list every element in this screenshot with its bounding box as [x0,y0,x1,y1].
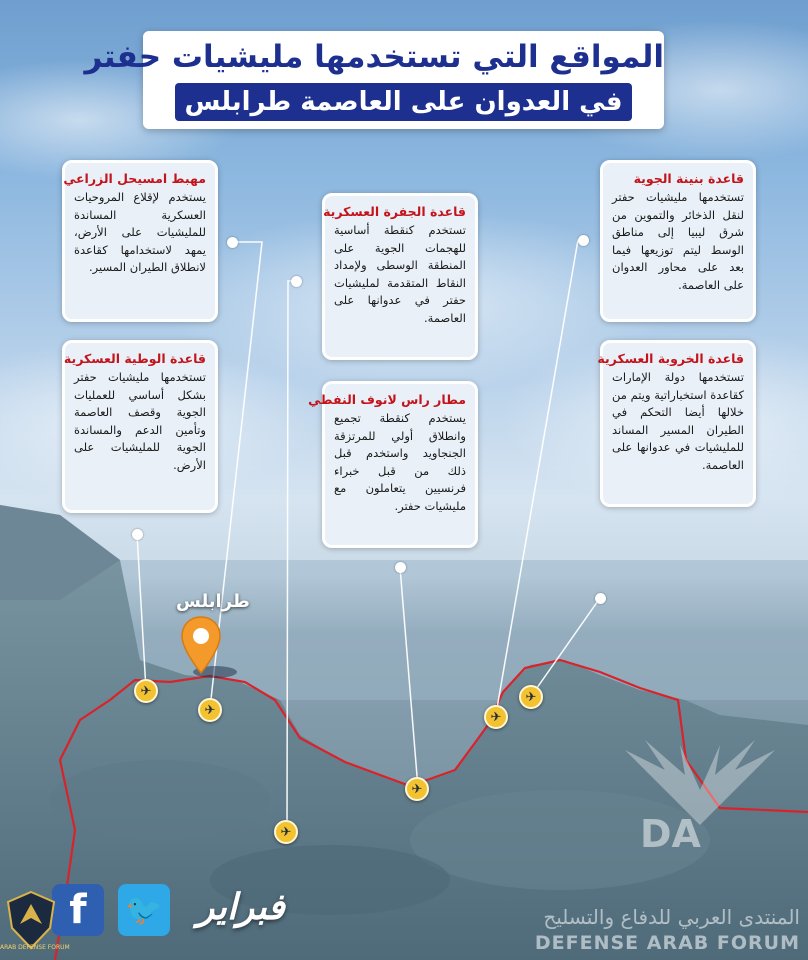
page-title: المواقع التي تستخدمها مليشيات حفتر [84,39,664,75]
airplane-icon: ✈ [484,705,508,729]
watermark-english: DEFENSE ARAB FORUM [534,932,800,954]
airplane-icon: ✈ [198,698,222,722]
card-body: يستخدم كنقطة تجميع وانطلاق أولي للمرتزقة الجنجاويد واستخدم قبل ذلك من قبل خبراء فرنسيين يتعاملون مع مليشيات حفتر. [334,411,466,513]
card-body: تستخدم كنقطة أساسية للهجمات الجوية على المنطقة الوسطى ولإمداد النقاط المتقدمة لمليشيات حفتر في عدوانها على العاصمة. [334,223,466,325]
airplane-icon: ✈ [519,685,543,709]
airplane-icon: ✈ [134,679,158,703]
forum-badge-caption: ARAB DEFENSE FORUM [0,944,70,951]
watermark-mark: DA [640,812,701,856]
page-subtitle: في العدوان على العاصمة طرابلس [184,87,623,117]
card-khadim [597,340,756,507]
card-title: قاعدة الوطية العسكرية [63,351,206,366]
title-box [84,31,664,129]
card-watiya [62,340,218,513]
watermark-arabic: المنتدى العربي للدفاع والتسليح [543,905,800,929]
card-body: تستخدمها مليشيات حفتر بشكل أساسي للعمليات الجوية وقصف العاصمة وتأمين الدعم والمساندة الجوية للمليشيات على الأرض. [74,370,206,472]
card-body: تستخدمها مليشيات حفتر لنقل الذخائر والتموين من شرق ليبيا إلى مناطق الوسط ليتم توزيعها فيما بعد على محاور العدوان على العاصمة. [612,190,744,292]
leader-dot [132,529,143,540]
location-pin-icon [179,615,223,677]
facebook-icon[interactable]: f [52,884,104,936]
brand-logo: فبراير [197,887,285,928]
leader-dot [227,237,238,248]
card-title: قاعدة بنينة الجوية [633,171,744,186]
leader-dot [578,235,589,246]
twitter-icon[interactable]: 🐦 [118,884,170,936]
leader-dot [395,562,406,573]
airplane-icon: ✈ [274,820,298,844]
subtitle-band [175,83,632,121]
card-title: مطار راس لانوف النفطي [308,392,466,407]
card-misahal [62,160,218,322]
card-body: يستخدم لإقلاع المروحيات العسكرية المساندة للمليشيات على الأرض، يمهد لاستخدامها كقاعدة لانطلاق الطيران المسير. [74,190,206,274]
leader-dot [595,593,606,604]
city-label-tripoli: طرابلس [176,591,250,612]
card-jufra [322,193,478,360]
leader-dot [291,276,302,287]
card-benina [600,160,756,322]
card-title: قاعدة الخروبة العسكرية [597,351,744,366]
card-title: مهبط امسيحل الزراعي [63,171,206,186]
card-ras-lanuf [308,381,478,548]
card-title: قاعدة الجفرة العسكرية [323,204,466,219]
card-body: تستخدمها دولة الإمارات كقاعدة استخباراتية ويتم من خلالها أيضا التحكم في الطيران المسير المساند للمليشيات في عدوانها على العاصمة. [612,370,744,472]
airplane-icon: ✈ [405,777,429,801]
